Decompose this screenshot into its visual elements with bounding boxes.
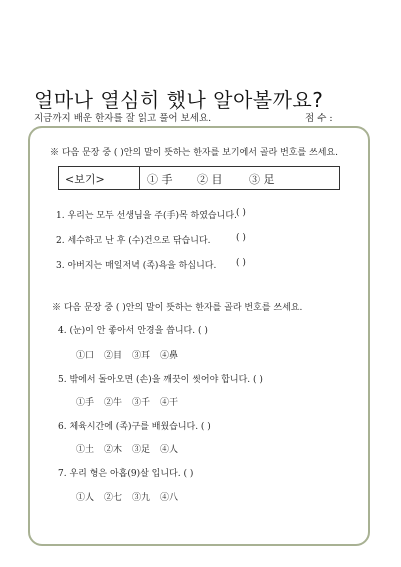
options-7 (76, 490, 188, 503)
option-4-3[interactable]: ③耳 (132, 351, 151, 361)
question-3: 3. 아버지는 매일저녁 (족)욕을 하십니다. (56, 261, 217, 271)
question-5: 5. 밖에서 돌아오면 (손)을 깨끗이 씻어야 합니다. ( ) (58, 375, 263, 385)
question-2: 2. 세수하고 난 후 (수)건으로 닦습니다. (56, 236, 211, 246)
option-7-2[interactable]: ②七 (104, 493, 123, 503)
question-6: 6. 체육시간에 (족)구를 배웠습니다. ( ) (58, 422, 211, 432)
option-6-2[interactable]: ②木 (104, 445, 123, 455)
option-7-3[interactable]: ③九 (132, 493, 151, 503)
option-5-4[interactable]: ④干 (160, 398, 179, 408)
example-option-1: ① 手 (147, 173, 173, 186)
options-4 (76, 348, 188, 361)
question-1: 1. 우리는 모두 선생님을 주(手)목 하였습니다. (56, 211, 237, 221)
option-7-1[interactable]: ①人 (76, 493, 95, 503)
section1-instruction: ※ 다음 문장 중 ( )안의 말이 뜻하는 한자를 보기에서 골라 번호를 쓰세요. (50, 148, 338, 158)
question-7: 7. 우리 형은 아홉(9)살 입니다. ( ) (58, 469, 194, 479)
score-label: 점 수 : (305, 113, 333, 124)
section2-instruction: ※ 다음 문장 중 ( )안의 말이 뜻하는 한자를 골라 번호를 쓰세요. (52, 303, 303, 313)
option-5-2[interactable]: ②牛 (104, 398, 123, 408)
option-6-1[interactable]: ①土 (76, 445, 95, 455)
options-6 (76, 442, 188, 455)
option-5-3[interactable]: ③千 (132, 398, 151, 408)
page-title: 얼마나 열심히 했나 알아볼까요? (34, 88, 324, 112)
option-7-4[interactable]: ④八 (160, 493, 179, 503)
example-box-label: <보기> (65, 173, 105, 186)
options-5 (76, 395, 188, 408)
example-option-2: ② 目 (197, 173, 223, 186)
example-box (58, 166, 340, 190)
option-4-2[interactable]: ②目 (104, 351, 123, 361)
question-4: 4. (눈)이 안 좋아서 안경을 씁니다. ( ) (58, 326, 208, 336)
option-6-4[interactable]: ④人 (160, 445, 179, 455)
option-5-1[interactable]: ①手 (76, 398, 95, 408)
option-4-1[interactable]: ①口 (76, 351, 95, 361)
answer-blank-3[interactable]: ( ) (236, 258, 246, 268)
example-option-3: ③ 足 (249, 173, 275, 186)
subtitle: 지금까지 배운 한자를 잘 읽고 풀어 보세요. (34, 113, 212, 124)
option-6-3[interactable]: ③足 (132, 445, 151, 455)
answer-blank-2[interactable]: ( ) (236, 233, 246, 243)
option-4-4[interactable]: ④鼻 (160, 351, 179, 361)
answer-blank-1[interactable]: ( ) (236, 208, 246, 218)
example-box-divider (139, 167, 140, 189)
